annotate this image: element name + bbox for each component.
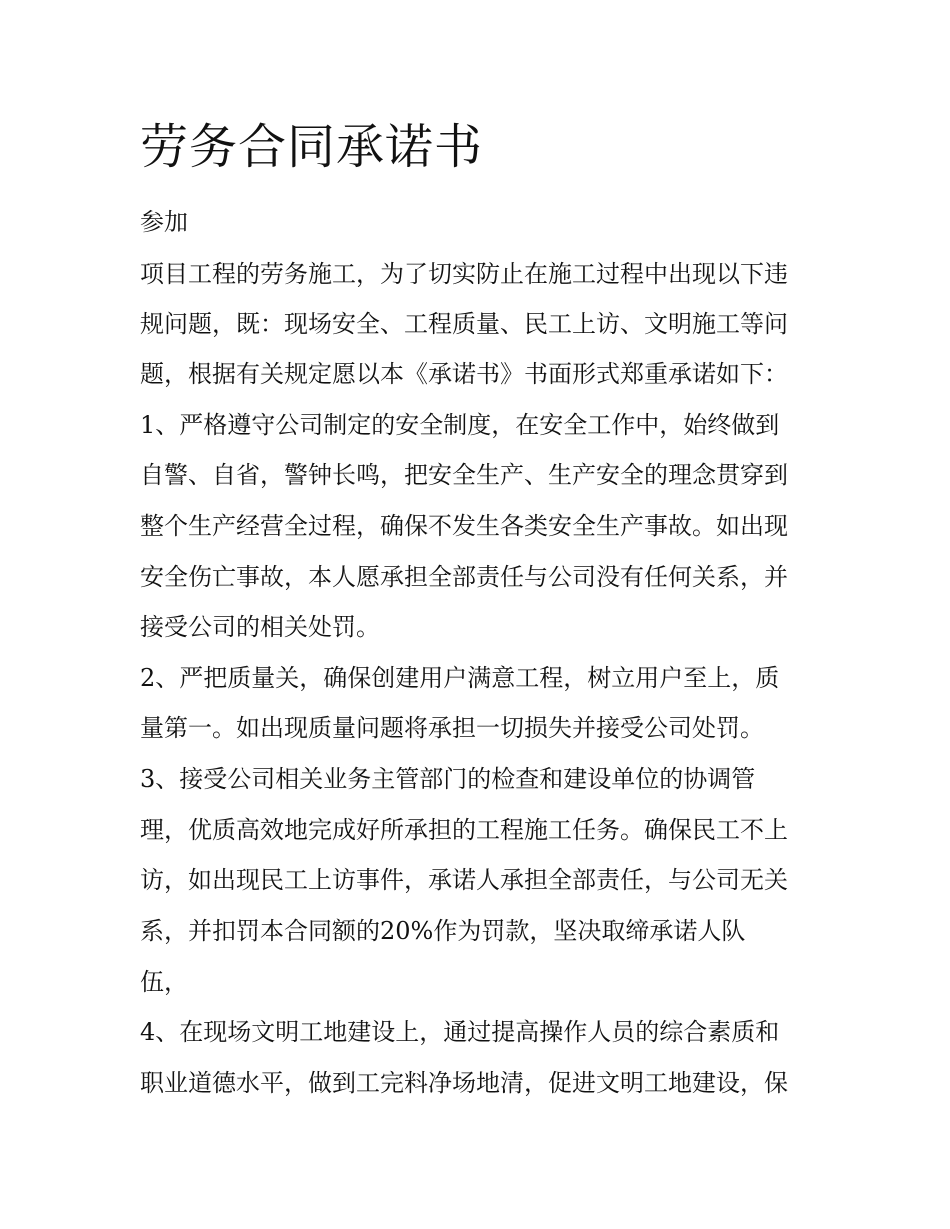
text-line: 参加 <box>140 208 188 236</box>
text-line: 量第一。如出现质量问题将承担一切损失并接受公司处罚。 <box>140 714 764 742</box>
text-line: 接受公司的相关处罚。 <box>140 613 380 641</box>
text-line: 安全伤亡事故，本人愿承担全部责任与公司没有任何关系，并 <box>140 563 788 591</box>
text-line: 4、在现场文明工地建设上，通过提高操作人员的综合素质和 <box>140 1018 780 1046</box>
text-line: 理，优质高效地完成好所承担的工程施工任务。确保民工不上 <box>140 816 788 844</box>
text-line: 3、接受公司相关业务主管部门的检查和建设单位的协调管 <box>140 765 756 793</box>
text-line: 整个生产经营全过程，确保不发生各类安全生产事故。如出现 <box>140 512 788 540</box>
text-line: 访，如出现民工上访事件，承诺人承担全部责任，与公司无关 <box>140 866 788 894</box>
text-line: 题，根据有关规定愿以本《承诺书》书面形式郑重承诺如下： <box>140 360 788 388</box>
text-line: 系，并扣罚本合同额的20%作为罚款，坚决取缔承诺人队 <box>140 917 746 945</box>
text-line: 规问题，既：现场安全、工程质量、民工上访、文明施工等问 <box>140 310 788 338</box>
document-title: 劳务合同承诺书 <box>140 119 484 175</box>
text-line: 2、严把质量关，确保创建用户满意工程，树立用户至上，质 <box>140 664 780 692</box>
text-line: 自警、自省，警钟长鸣，把安全生产、生产安全的理念贯穿到 <box>140 461 788 489</box>
text-line: 项目工程的劳务施工，为了切实防止在施工过程中出现以下违 <box>140 260 788 288</box>
text-line: 伍， <box>140 968 188 996</box>
text-line: 1、严格遵守公司制定的安全制度，在安全工作中，始终做到 <box>140 411 780 439</box>
text-line: 职业道德水平，做到工完料净场地清，促进文明工地建设，保 <box>140 1069 788 1097</box>
